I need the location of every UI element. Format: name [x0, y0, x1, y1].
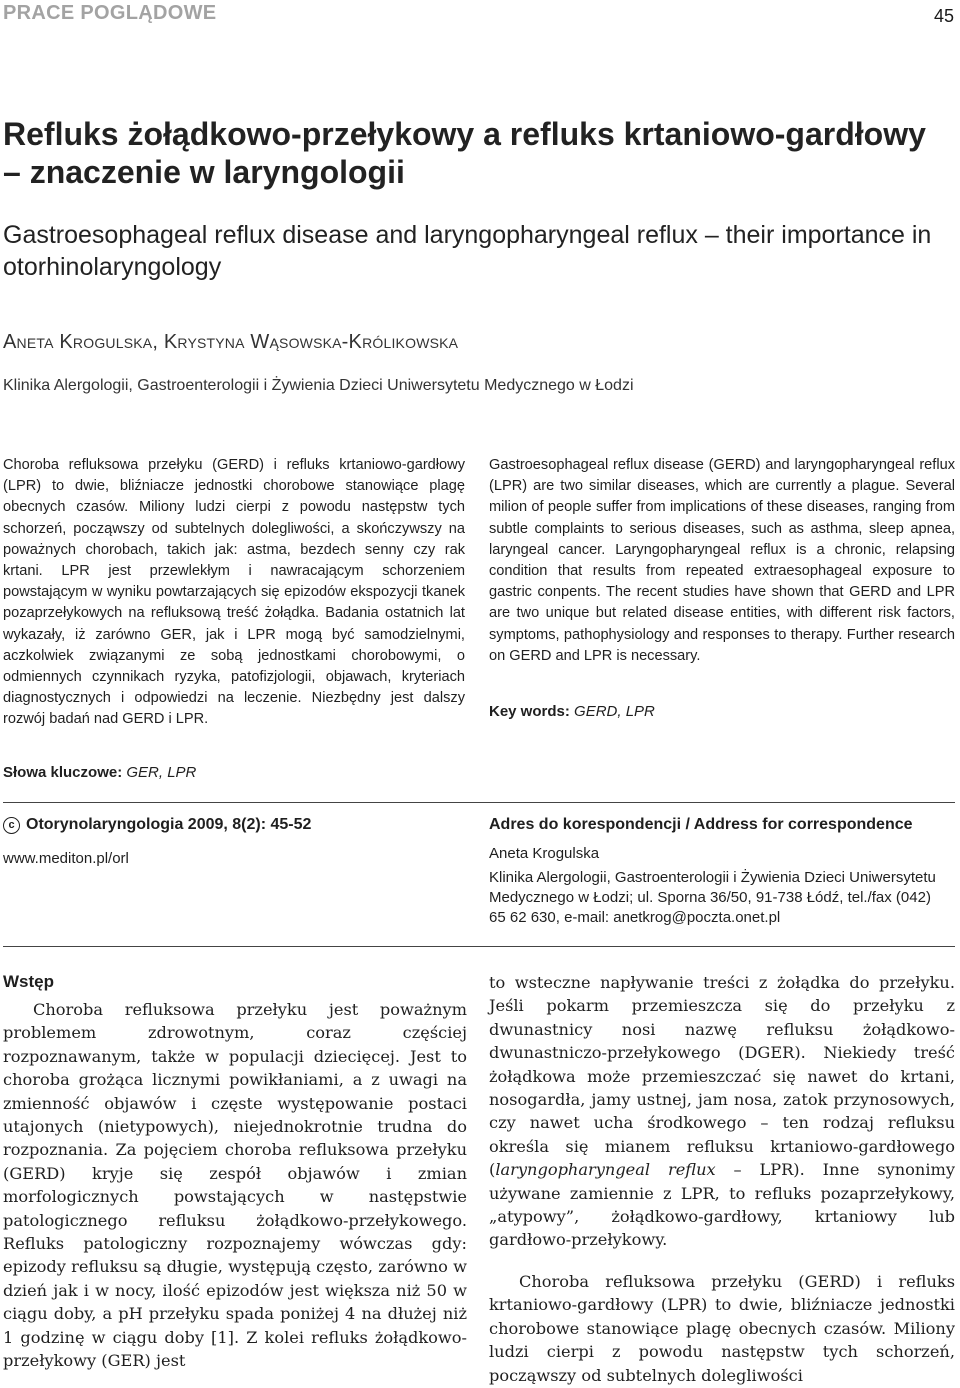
- author-list: [3, 331, 458, 354]
- keywords-values: GER, LPR: [126, 764, 197, 781]
- keywords-english: [489, 703, 655, 720]
- journal-url[interactable]: www.mediton.pl/orl: [3, 850, 129, 867]
- keywords-label: Key words:: [489, 703, 570, 720]
- body-paragraph: to wsteczne napływanie treści z żołądka do przełyku. Jeśli pokarm przemieszcza się do przełyku z dwunastnicy nosi nazwę refluksu żołądkowo-dwunastniczo-przełykowego (DGER). Niekiedy treść żołądkowa może przemieszczać się nawet do krtani, nosogardła, jamy ustnej, jam nosa, zatok przynosowych, czy nawet ucha środkowego – ten rodzaj refluksu określa się mianem refluksu krtaniowo-gardłowego (: [489, 973, 955, 1180]
- body-paragraph: Choroba refluksowa przełyku (GERD) i refluks krtaniowo-gardłowy (LPR) to dwie, bliźniacze jednostki chorobowe stanowiące plagę obecnych czasów. Miliony ludzi cierpi z powodu następstw tych schorzeń, począwszy od subtelnych dolegliwości: [489, 1271, 955, 1385]
- author-names: Aneta Krogulska, Krystyna Wąsowska-Królikowska: [3, 331, 459, 353]
- correspondence-name: Aneta Krogulska: [489, 845, 600, 862]
- page-number: 45: [933, 6, 954, 26]
- keywords-label: Słowa kluczowe:: [3, 764, 123, 781]
- keywords-polish: [3, 764, 196, 781]
- abstract-polish: Choroba refluksowa przełyku (GERD) i refluks krtaniowo-gardłowy (LPR) to dwie, bliźniacze jednostki chorobowe stanowiące plagę obecnych czasów. Miliony ludzi cierpi z powodu następstw tych schorzeń, począwszy od subtelnych dolegliwości, a skończywszy na poważnych chorobach, takich jak: astma, bezdech senny czy rak krtani. LPR jest przewlekłym i nawracającym schorzeniem powstającym w wyniku powtarzających się epizodów ekspozycji tkanek pozaprzełykowych na refluksową treść żołądka. Badania ostatnich lat wykazały, iż zarówno GER, jak i LPR mogą być samodzielnymi, aczkolwiek związanymi ze sobą jednostkami chorobowymi, o odmiennych czynnikach ryzyka, patofizjologii, objawach, kryteriach diagnostycznych i odpowiedzi na leczenie. Niezbędny jest dalszy rozwój badań nad GERD i LPR.: [3, 457, 465, 728]
- abstract-english: Gastroesophageal reflux disease (GERD) and laryngopharyngeal reflux (LPR) are two similar diseases, which are currently a plague. Several milion of people suffer from implications of these diseases, ranging from subtle complaints to serious diseases, such as asthma, sleep apnea, laryngeal cancer. Laryngopharyngeal reflux is a chronic, relapsing condition that results from repeated extraesophageal exposure to gastric conpents. The recent studies have shown that GERD and LPR are two unique but related disease entities, with different risk factors, symptoms, pathophysiology and responses to therapy. Further research on GERD and LPR is necessary.: [489, 457, 955, 664]
- journal-citation-text: Otorynolaryngologia 2009, 8(2): 45-52: [26, 816, 312, 833]
- body-text-right-column: [489, 971, 955, 1387]
- correspondence-heading: Adres do korespondencji / Address for correspondence: [489, 816, 913, 833]
- journal-citation: [3, 816, 311, 834]
- correspondence-address: Klinika Alergologii, Gastroenterologii i Żywienia Dzieci Uniwersytetu Medycznego w Łodzi; ul. Sporna 36/50, 91-738 Łódź, tel./fax (042) 65 62 630, e-mail: anetkrog@poczta.onet.pl: [489, 869, 936, 926]
- keywords-values: GERD, LPR: [574, 703, 655, 720]
- divider: [3, 802, 955, 803]
- article-title-polish: Refluks żołądkowo-przełykowy a refluks krtaniowo-gardłowy – znaczenie w laryngologii: [3, 116, 926, 190]
- section-label: PRACE POGLĄDOWE: [3, 2, 217, 24]
- article-title-english: Gastroesophageal reflux disease and laryngopharyngeal reflux – their importance in otorhinolaryngology: [3, 221, 932, 281]
- body-italic-term: laryngopharyngeal reflux: [495, 1160, 716, 1180]
- body-text-left-column: Choroba refluksowa przełyku jest poważnym problemem zdrowotnym, coraz częściej rozpoznawanym, także w populacji dziecięcej. Jest to choroba grożąca licznymi powikłaniami, a z uwagi na zmienność objawów i częste występowanie postaci utajonych (nietypowych), niejednokrotnie trudna do rozpoznania. Za pojęciem choroba refluksowa przełyku (GERD) kryje się zespół objawów i zmian morfologicznych powstających w następstwie patologicznego refluksu żołądkowo-przełykowego. Refluks patologiczny rozpoznajemy wówczas gdy: epizody refluksu są długie, występują często, zarówno w dzień jak i w nocy, ilość epizodów jest większa niż 50 w ciągu doby, a pH przełyku spada poniżej 4 na dłużej niż 1 godzinę w ciągu doby [1]. Z kolei refluks żołądkowo-przełykowy (GER) jest: [3, 1000, 467, 1371]
- author-affiliation: Klinika Alergologii, Gastroenterologii i Żywienia Dzieci Uniwersytetu Medycznego w Łodzi: [3, 377, 634, 394]
- body-paragraph: – LPR). Inne synonimy używane zamiennie z LPR, to refluks pozaprzełykowy, „atypowy”, żołądkowo-gardłowy, krtaniowy lub gardłowo-przełykowy.: [489, 1160, 955, 1250]
- copyright-icon: c: [3, 817, 20, 834]
- divider: [3, 946, 955, 947]
- section-heading-introduction: Wstęp: [3, 972, 54, 991]
